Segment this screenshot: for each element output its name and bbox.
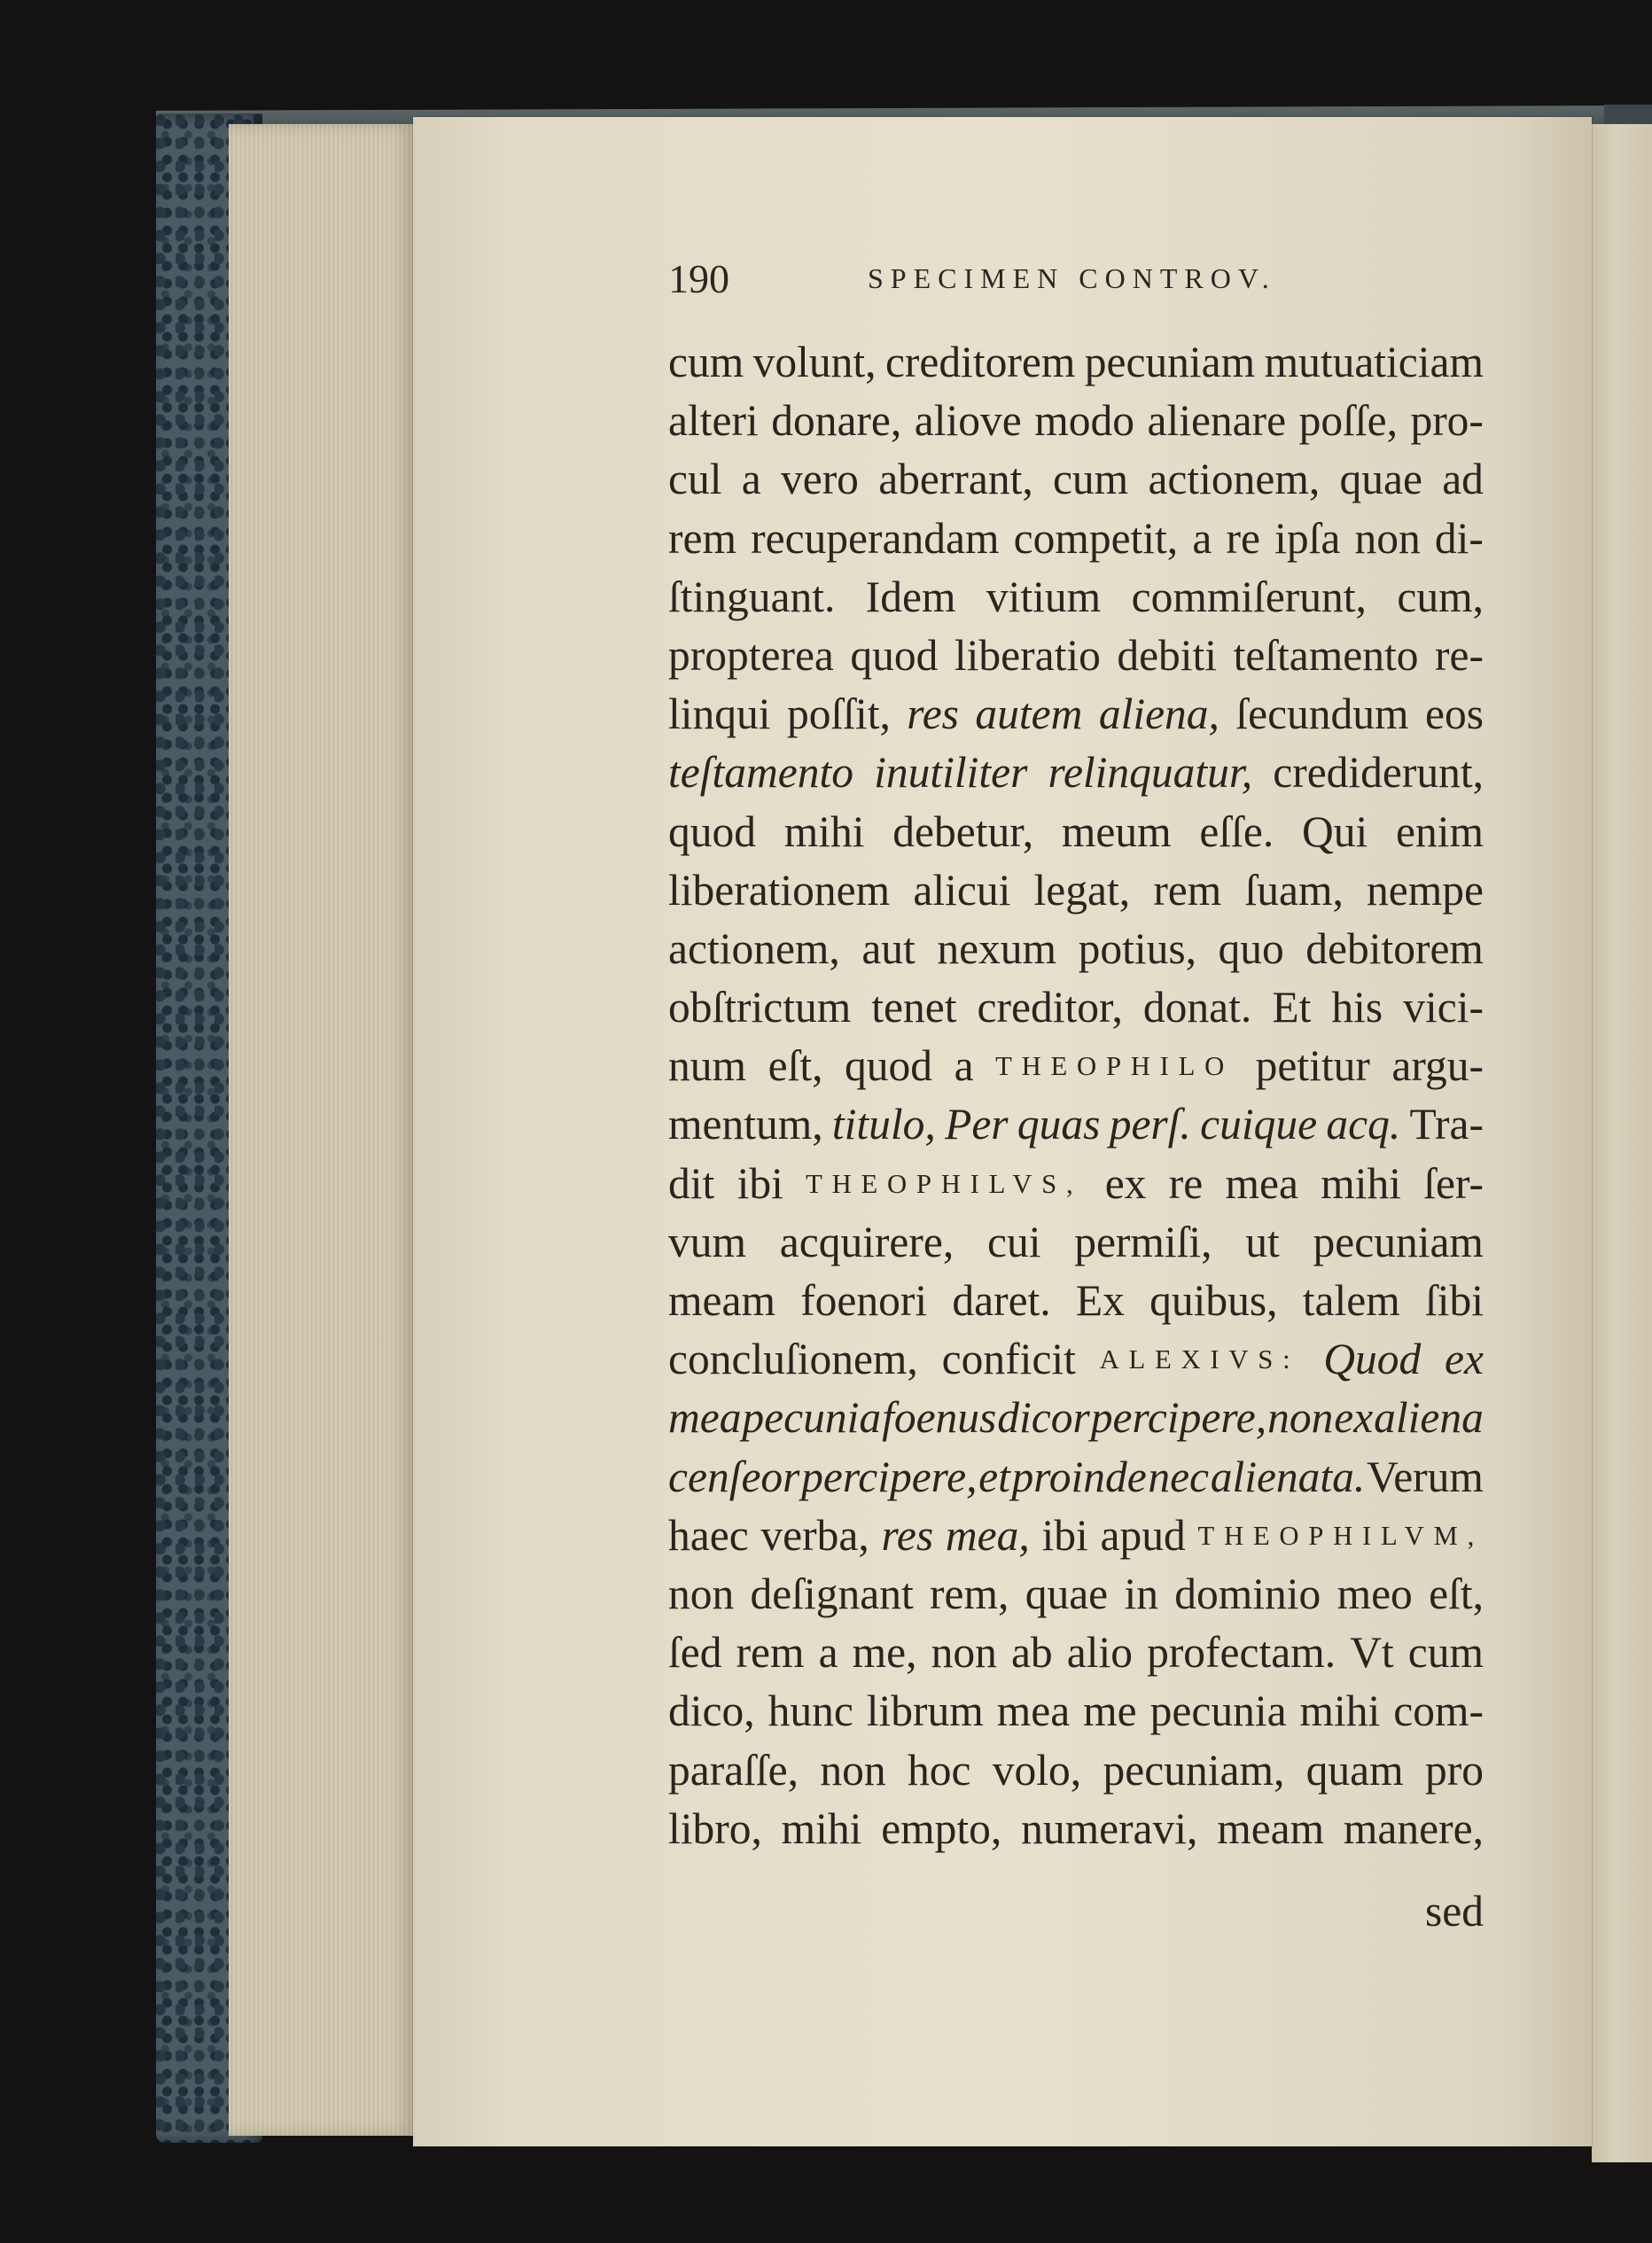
word: meam (668, 1276, 775, 1325)
word: re (1226, 513, 1260, 563)
word: mihi (783, 806, 865, 856)
text-line (668, 803, 1484, 861)
word: re- (1435, 630, 1484, 680)
word: eſſe. (1199, 806, 1274, 856)
word: alienare (1147, 396, 1287, 446)
word: enim (1396, 806, 1484, 856)
word: modo (1034, 396, 1134, 446)
word: numeravi, (1021, 1803, 1198, 1853)
word: petitur (1255, 1041, 1370, 1091)
word: vici- (1403, 983, 1484, 1032)
word: pro (1425, 1745, 1484, 1795)
word: librum (866, 1686, 984, 1736)
word: acq. (1326, 1100, 1401, 1149)
word: obſtrictum (668, 983, 852, 1032)
word: creditorem (884, 338, 1076, 386)
word: commiſerunt, (1131, 572, 1367, 621)
text-line (668, 1272, 1484, 1330)
word: dit (668, 1158, 715, 1208)
text-line (668, 1037, 1484, 1095)
word: a (741, 455, 761, 504)
word: donat. (1142, 983, 1252, 1032)
word: rem, (930, 1569, 1009, 1618)
word: mihi (1321, 1158, 1401, 1208)
word: a (954, 1041, 974, 1091)
text-line (668, 1448, 1484, 1507)
word: cuique (1200, 1100, 1318, 1149)
word: ad (1442, 455, 1484, 504)
text-line (668, 1682, 1484, 1741)
word: Idem (865, 572, 956, 621)
word: alicui (913, 865, 1011, 915)
word: ſed (668, 1628, 722, 1678)
text-line (668, 1565, 1484, 1624)
word: mea (1225, 1158, 1298, 1208)
page-number: 190 (668, 256, 729, 301)
word: ſibi (1424, 1276, 1484, 1325)
word: Et (1272, 983, 1312, 1032)
word: quibus, (1149, 1276, 1278, 1325)
text-line (668, 333, 1484, 392)
word: competit, (1013, 513, 1179, 563)
catchword: sed (1425, 1887, 1484, 1935)
word: cum (1407, 1628, 1484, 1678)
text-line (668, 1095, 1484, 1154)
word: meam (1217, 1803, 1325, 1853)
running-head (668, 250, 1466, 303)
word: et (978, 1452, 1010, 1501)
word: actionem, (668, 923, 840, 973)
word: manere, (1343, 1803, 1484, 1853)
word: cui (986, 1217, 1041, 1266)
word: creditor, (977, 983, 1123, 1032)
word: com- (1393, 1686, 1484, 1736)
word: percipere, (801, 1452, 978, 1501)
word: concluſionem, (668, 1335, 918, 1384)
word: re (1168, 1158, 1204, 1208)
word: aberrant, (878, 455, 1033, 504)
word: in (1124, 1569, 1158, 1618)
word: daret. (952, 1276, 1051, 1325)
word: quod (845, 1041, 933, 1091)
word: proinde (1011, 1452, 1147, 1501)
word: poſſe, (1298, 396, 1398, 446)
word: vero (780, 455, 859, 504)
word: his (1331, 983, 1383, 1032)
word: conficit (941, 1335, 1076, 1384)
word: cum (1052, 455, 1129, 504)
word: pecuniam, (1103, 1745, 1285, 1795)
word: ex (1104, 1158, 1147, 1208)
word: res (907, 689, 959, 739)
word: acquirere, (779, 1217, 955, 1266)
word: pecuniam (1313, 1217, 1484, 1266)
text-line (668, 1155, 1484, 1213)
word: non (820, 1745, 886, 1795)
body-text (668, 333, 1484, 1858)
word: quam (1305, 1745, 1404, 1795)
text-line (668, 1330, 1484, 1389)
word: Vt (1350, 1628, 1394, 1678)
word: recuperandam (751, 513, 1000, 563)
word: Tra- (1409, 1100, 1484, 1149)
word: dico, (668, 1686, 755, 1736)
word: ſtinguant. (668, 572, 836, 621)
word: talem (1302, 1276, 1400, 1325)
text-line (668, 685, 1484, 744)
running-head-title: SPECIMEN CONTROV. (868, 262, 1276, 294)
text-line (668, 861, 1484, 920)
word: ibi (736, 1158, 783, 1208)
word: empto, (881, 1803, 1002, 1853)
word: pro- (1410, 396, 1484, 446)
word: profectam. (1147, 1628, 1336, 1678)
word: quod (668, 806, 756, 856)
word: rem (1153, 865, 1222, 915)
word: aliove (914, 396, 1022, 446)
word: potius, (1078, 923, 1196, 973)
word: mihi (1299, 1686, 1381, 1736)
word: dominio (1174, 1569, 1321, 1618)
word: aut (861, 923, 916, 973)
word: nec (1148, 1452, 1210, 1501)
word: aliena (1374, 1393, 1484, 1443)
word: ibi (1041, 1510, 1088, 1560)
text-line (668, 978, 1484, 1037)
word: rem (668, 513, 736, 563)
word: cenſeor (668, 1452, 800, 1501)
word: alio (1066, 1628, 1133, 1678)
word: debitorem (1305, 923, 1484, 973)
word: ſuam, (1244, 865, 1344, 915)
text-line (668, 510, 1484, 568)
word: volo, (992, 1745, 1082, 1795)
word: res (881, 1510, 934, 1560)
word: foenori (800, 1276, 928, 1325)
word: Quod (1323, 1335, 1422, 1384)
page-edges (229, 124, 415, 2136)
word: quas (1017, 1100, 1101, 1149)
word: tenet (871, 983, 957, 1032)
word: verba, (760, 1510, 869, 1560)
word: titulo, (831, 1100, 936, 1149)
word: donare, (771, 396, 902, 446)
word: actionem, (1148, 455, 1321, 504)
word: rem (736, 1628, 805, 1678)
word: mea (668, 1393, 742, 1443)
word: dicor (997, 1393, 1090, 1443)
word: ſer- (1423, 1158, 1484, 1208)
word: hunc (768, 1686, 853, 1736)
text-line (668, 568, 1484, 627)
text-line (668, 1800, 1484, 1858)
word: ALEXIVS: (1099, 1344, 1300, 1375)
word: relinquatur, (1048, 748, 1253, 798)
word: autem (975, 689, 1083, 739)
word: mea, (945, 1510, 1030, 1560)
word: eos (1425, 689, 1484, 739)
word: deſignant (750, 1569, 914, 1618)
word: Qui (1301, 806, 1368, 856)
word: alteri (668, 396, 759, 446)
word: ſecundum (1235, 689, 1409, 739)
word: cum, (1397, 572, 1484, 621)
word: pecuniam (1084, 338, 1256, 386)
word: num (668, 1041, 747, 1091)
word: quae (1025, 1569, 1109, 1618)
word: quae (1339, 455, 1422, 504)
word: pecunia (742, 1393, 882, 1443)
word: non (1354, 513, 1421, 563)
word: non (1267, 1393, 1334, 1443)
word: nexum (937, 923, 1057, 973)
word: percipere, (1090, 1393, 1267, 1443)
word: mutuaticiam (1264, 338, 1484, 386)
word: foenus (882, 1393, 997, 1443)
word: libro, (668, 1803, 762, 1853)
word: mentum, (668, 1100, 823, 1149)
text-line (668, 920, 1484, 978)
word: quod (850, 630, 939, 680)
word: linqui (668, 689, 771, 739)
word: nempe (1367, 865, 1484, 915)
word: cum (668, 338, 744, 386)
word: teſtamento (668, 748, 853, 798)
word: haec (668, 1510, 749, 1560)
word: ab (1010, 1628, 1053, 1678)
word: perſ. (1109, 1100, 1191, 1149)
text-line (668, 392, 1484, 450)
word: propterea (668, 630, 834, 680)
word: me, (852, 1628, 917, 1678)
word: Per (945, 1100, 1009, 1149)
text-line (668, 450, 1484, 509)
word: permiſi, (1074, 1217, 1212, 1266)
word: THEOPHILVS, (806, 1168, 1083, 1199)
word: alienata. (1210, 1452, 1366, 1501)
adjacent-page (1592, 124, 1652, 2162)
word: ipſa (1274, 513, 1341, 563)
word: vitium (986, 572, 1102, 621)
word: eſt, (768, 1041, 823, 1091)
word: meo (1336, 1569, 1413, 1618)
word: di- (1434, 513, 1484, 563)
word: vum (668, 1217, 747, 1266)
text-line (668, 1389, 1484, 1447)
text-line (668, 1741, 1484, 1800)
word: hoc (907, 1745, 971, 1795)
word: non (931, 1628, 997, 1678)
word: aliena, (1098, 689, 1220, 739)
word: Verum (1366, 1452, 1484, 1501)
word: mea (996, 1686, 1071, 1736)
word: Ex (1075, 1276, 1125, 1325)
word: THEOPHILVM, (1197, 1520, 1484, 1551)
word: volunt, (752, 338, 877, 386)
word: liberatio (954, 630, 1101, 680)
word: a (1192, 513, 1212, 563)
word: inutiliter (874, 748, 1028, 798)
word: quo (1218, 923, 1284, 973)
word: eſt, (1429, 1569, 1484, 1618)
word: meum (1061, 806, 1172, 856)
word: a (818, 1628, 838, 1678)
word: THEOPHILO (995, 1051, 1235, 1082)
text-line (668, 1213, 1484, 1272)
text-line (668, 1507, 1484, 1565)
word: debetur, (892, 806, 1034, 856)
word: ex (1334, 1393, 1374, 1443)
word: crediderunt, (1273, 748, 1484, 798)
word: pecunia (1149, 1686, 1287, 1736)
text-line (668, 744, 1484, 802)
word: argu- (1391, 1041, 1484, 1091)
word: legat, (1033, 865, 1131, 915)
word: teſtamento (1233, 630, 1419, 680)
word: mihi (781, 1803, 862, 1853)
word: poſſit, (786, 689, 891, 739)
word: apud (1100, 1510, 1186, 1560)
word: debiti (1117, 630, 1218, 680)
word: ut (1245, 1217, 1280, 1266)
word: ex (1445, 1335, 1484, 1384)
word: non (668, 1569, 735, 1618)
text-line (668, 1624, 1484, 1682)
word: paraſſe, (668, 1745, 799, 1795)
text-line (668, 627, 1484, 685)
word: me (1083, 1686, 1137, 1736)
word: liberationem (668, 865, 891, 915)
word: cul (668, 455, 722, 504)
